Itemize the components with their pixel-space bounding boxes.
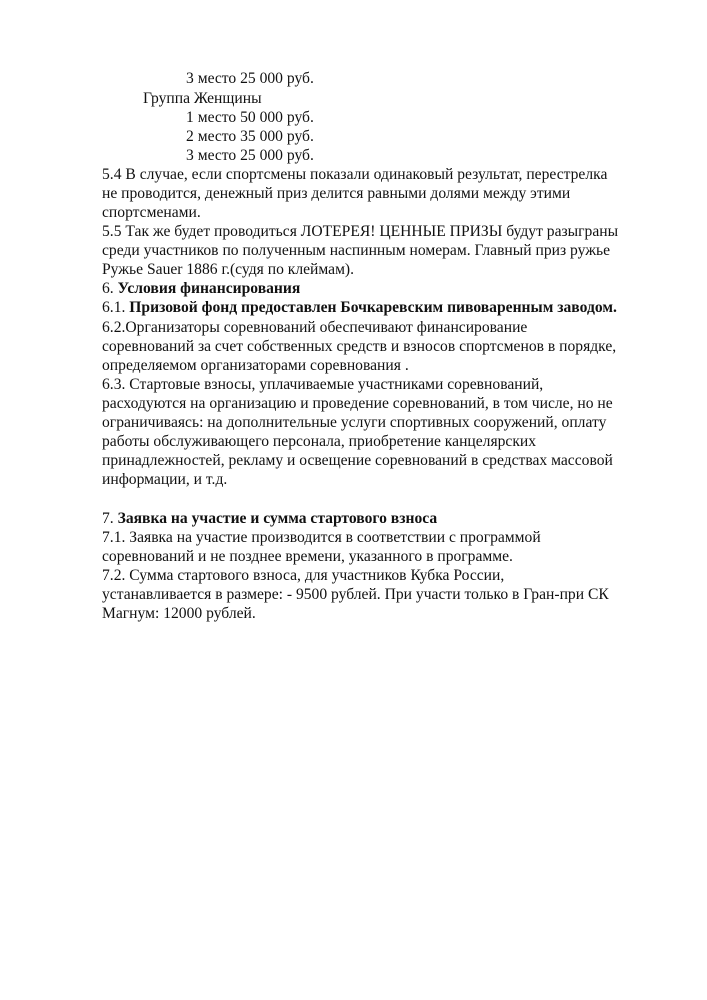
paragraph-6-3-line-2: расходуются на организацию и проведение соревнований, в том числе, но не <box>102 395 613 412</box>
paragraph-5-5-line-2: среди участников по полученным наспинным номерам. Главный приз ружье <box>102 242 611 259</box>
section-6-title: Условия финансирования <box>117 280 301 297</box>
paragraph-6-2-line-2: соревнований за счет собственных средств и взносов спортсменов в порядке, <box>102 338 617 355</box>
paragraph-6-1-number: 6.1. <box>102 299 130 316</box>
women-group-label: Группа Женщины <box>143 90 262 107</box>
women-prize-place-3: 3 место 25 000 руб. <box>186 147 314 164</box>
men-prize-place-3: 3 место 25 000 руб. <box>186 70 314 87</box>
section-6-heading <box>102 279 300 298</box>
paragraph-7-2-line-3: Магнум: 12000 рублей. <box>102 605 256 622</box>
paragraph-6-3-line-3: ограничиваясь: на дополнительные услуги спортивных сооружений, оплату <box>102 414 607 431</box>
paragraph-6-2-line-3: определяемом организаторами соревнования . <box>102 357 409 374</box>
section-7-title: Заявка на участие и сумма стартового взноса <box>117 510 438 527</box>
section-7-number: 7. <box>102 510 118 527</box>
women-prize-place-2: 2 место 35 000 руб. <box>186 128 314 145</box>
paragraph-5-4-line-2: не проводится, денежный приз делится равными долями между этими <box>102 185 571 202</box>
paragraph-6-3-line-4: работы обслуживающего персонала, приобретение канцелярских <box>102 433 537 450</box>
paragraph-6-3-line-1: 6.3. Стартовые взносы, уплачиваемые участниками соревнований, <box>102 376 544 393</box>
paragraph-7-1-line-2: соревнований и не позднее времени, указанного в программе. <box>102 548 513 565</box>
paragraph-5-4-line-1: 5.4 В случае, если спортсмены показали одинаковый результат, перестрелка <box>102 166 608 183</box>
paragraph-6-3-line-5: принадлежностей, рекламу и освещение соревнований в средствах массовой <box>102 452 613 469</box>
paragraph-5-4-line-3: спортсменами. <box>102 204 201 221</box>
paragraph-5-5-line-1: 5.5 Так же будет проводиться ЛОТЕРЕЯ! ЦЕННЫЕ ПРИЗЫ будут разыграны <box>102 223 619 240</box>
paragraph-7-2-line-1: 7.2. Сумма стартового взноса, для участников Кубка России, <box>102 567 505 584</box>
section-7-heading <box>102 509 437 528</box>
paragraph-6-1 <box>102 298 617 317</box>
paragraph-7-2-line-2: устанавливается в размере: - 9500 рублей. При участи только в Гран-при СК <box>102 586 609 603</box>
paragraph-6-3-line-6: информации, и т.д. <box>102 471 228 488</box>
women-prize-place-1: 1 место 50 000 руб. <box>186 109 314 126</box>
paragraph-5-5-line-3: Ружье Sauer 1886 г.(судя по клеймам). <box>102 261 355 278</box>
paragraph-6-2-line-1: 6.2.Организаторы соревнований обеспечивают финансирование <box>102 319 528 336</box>
section-6-number: 6. <box>102 280 118 297</box>
paragraph-6-1-text: Призовой фонд предоставлен Бочкаревским пивоваренным заводом. <box>129 299 617 316</box>
paragraph-7-1-line-1: 7.1. Заявка на участие производится в соответствии с программой <box>102 529 541 546</box>
